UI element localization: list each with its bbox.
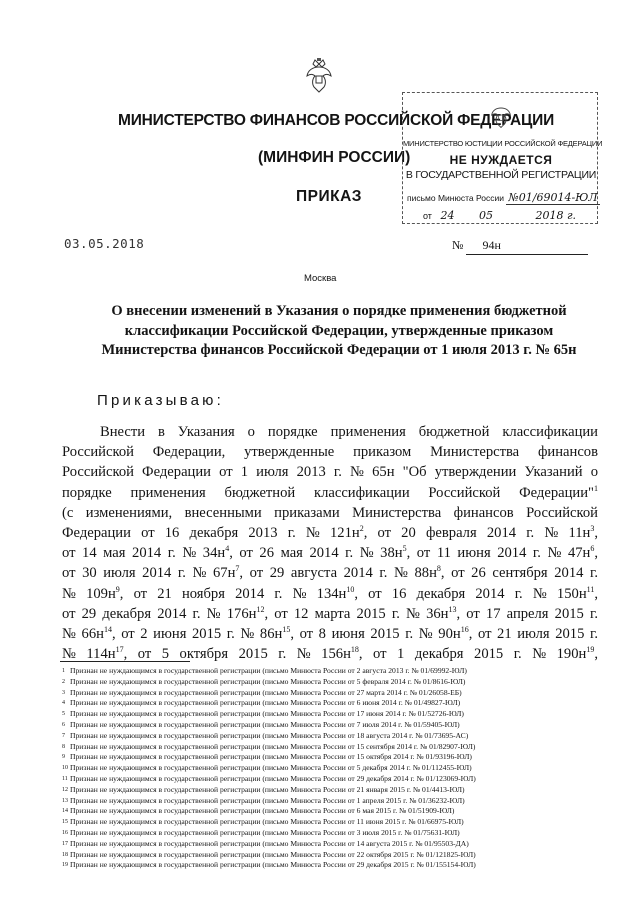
footnote-number: 9 bbox=[62, 754, 65, 761]
footnote-text: Признан не нуждающимся в государственной регистрации (письмо Минюста России от 11 июня 2015 г. № 01/66975-ЮЛ) bbox=[70, 817, 464, 827]
footnote-ref: 19 bbox=[586, 645, 595, 655]
footnote-ref: 15 bbox=[282, 625, 291, 635]
stamp-date-year: 2018 г. bbox=[535, 209, 577, 222]
footnote-ref: 17 bbox=[115, 645, 124, 655]
footnote-text: Признан не нуждающимся в государственной регистрации (письмо Минюста России от 3 июля 2015 г. № 01/75631-ЮЛ) bbox=[70, 828, 460, 837]
footnote-number: 3 bbox=[62, 689, 65, 696]
footnote-number: 8 bbox=[62, 743, 65, 750]
footnote-item bbox=[62, 828, 602, 838]
footnote-text: Признан не нуждающимся в государственной регистрации (письмо Минюста России от 29 декабря 2015 г. № 01/155154-ЮЛ) bbox=[70, 860, 476, 870]
footnote-number: 15 bbox=[62, 819, 68, 826]
footnote-ref: 13 bbox=[448, 604, 457, 614]
body-line bbox=[62, 563, 598, 583]
body-line bbox=[62, 604, 598, 624]
footnote-ref: 12 bbox=[256, 604, 265, 614]
stamp-registration-line: В ГОСУДАРСТВЕННОЙ РЕГИСТРАЦИИ bbox=[405, 169, 597, 181]
coat-of-arms-emblem-icon bbox=[304, 58, 334, 94]
footnote-text: Признан не нуждающимся в государственной регистрации (письмо Минюста России от 5 декабря 2014 г. № 01/112455-ЮЛ) bbox=[70, 763, 472, 773]
footnote-number: 2 bbox=[62, 678, 65, 685]
footnote-text: Признан не нуждающимся в государственной регистрации (письмо Минюста России от 2 августа 2013 г. № 01/69992-ЮЛ) bbox=[70, 666, 467, 675]
body-line bbox=[62, 483, 598, 503]
footnote-item bbox=[62, 806, 602, 816]
footnote-ref: 4 bbox=[225, 544, 230, 554]
footnote-item bbox=[62, 752, 602, 762]
footnote-item bbox=[62, 677, 602, 687]
stamp-date-month: 05 bbox=[478, 209, 493, 222]
footnote-text: Признан не нуждающимся в государственной регистрации (письмо Минюста России от 6 мая 2015 г. № 01/51909-ЮЛ) bbox=[70, 806, 455, 816]
document-type: ПРИКАЗ bbox=[296, 188, 362, 205]
stamp-date-day: 24 bbox=[440, 209, 455, 222]
footnote-text: Признан не нуждающимся в государственной регистрации (письмо Минюста России от 29 декабря 2014 г. № 01/123069-ЮЛ) bbox=[70, 774, 476, 783]
footnote-item bbox=[62, 666, 602, 676]
order-date: 03.05.2018 bbox=[64, 236, 145, 251]
body-line bbox=[100, 422, 598, 442]
stamp-letter-line bbox=[407, 191, 603, 204]
footnote-number: 13 bbox=[62, 797, 68, 804]
order-number bbox=[452, 238, 501, 253]
ministry-name: МИНИСТЕРСТВО ФИНАНСОВ РОССИЙСКОЙ ФЕДЕРАЦИИ bbox=[118, 112, 555, 129]
body-line-text: от 29 декабря 2014 г. № $176н^{12}$, от 12 марта 2015 г. № $36н^{13}$, от 17 апреля 2015 г. bbox=[62, 604, 598, 622]
footnote-number: 14 bbox=[62, 808, 68, 815]
body-line-text: от 14 мая 2014 г. № $34н^4$, от 26 мая 2014 г. № $38н^5$, от 11 июня 2014 г. № $47н^6$, bbox=[62, 544, 599, 562]
footnote-ref: 9 bbox=[115, 584, 120, 594]
body-line bbox=[62, 584, 598, 604]
footnote-separator bbox=[60, 661, 190, 662]
body-line-text: Российской Федерации от 1 июля 2013 г. № 65н "Об утверждении Указаний о bbox=[62, 464, 598, 481]
number-sign: № bbox=[452, 238, 464, 252]
stamp-ministry-line: МИНИСТЕРСТВО ЮСТИЦИИ РОССИЙСКОЙ ФЕДЕРАЦИИ bbox=[403, 139, 603, 148]
stamp-date-label: от bbox=[423, 211, 432, 221]
footnote-ref: 10 bbox=[346, 584, 355, 594]
footnote-number: 18 bbox=[62, 851, 68, 858]
footnote-ref: 6 bbox=[590, 544, 595, 554]
footnote-item bbox=[62, 763, 602, 773]
footnote-item bbox=[62, 731, 602, 741]
footnote-text: Признан не нуждающимся в государственной регистрации (письмо Минюста России от 15 сентября 2014 г. № 01/82907-ЮЛ) bbox=[70, 741, 476, 751]
registration-stamp bbox=[402, 92, 603, 224]
footnote-number: 12 bbox=[62, 786, 68, 793]
footnote-item bbox=[62, 860, 602, 870]
stamp-emblem-icon bbox=[489, 101, 513, 129]
footnote-text: Признан не нуждающимся в государственной регистрации (письмо Минюста России от 18 августа 2014 г. № 01/73695-АС) bbox=[70, 730, 469, 740]
body-line-text: (с изменениями, внесенными приказами Министерства финансов Российской bbox=[62, 504, 598, 521]
footnote-ref: 14 bbox=[103, 625, 112, 635]
footnote-text: Признан не нуждающимся в государственной регистрации (письмо Минюста России от 15 октября 2014 г. № 01/93196-ЮЛ) bbox=[70, 752, 472, 762]
body-line-text: Федерации от 16 декабря 2013 г. № $121н^2$, от 20 февраля 2014 г. № $11н^3$, bbox=[62, 524, 598, 541]
footnote-ref: 18 bbox=[350, 645, 359, 655]
footnote-item bbox=[62, 850, 602, 860]
footnote-ref: 11 bbox=[586, 584, 595, 594]
footnote-text: Признан не нуждающимся в государственной регистрации (письмо Минюста России от 17 июня 2014 г. № 01/52726-ЮЛ) bbox=[70, 709, 464, 719]
body-line bbox=[62, 503, 598, 523]
footnote-ref: 1 bbox=[594, 483, 598, 493]
footnote-item bbox=[62, 742, 602, 752]
footnote-item bbox=[62, 688, 602, 698]
document-title: О внесении изменений в Указания о порядке применения бюджетной классификации Российской Федерации, утвержденные приказом Министерства финансов Российской Федерации от 1 июля 2013 г. № 65н bbox=[101, 303, 577, 358]
footnote-number: 16 bbox=[62, 830, 68, 836]
footnote-text: Признан не нуждающимся в государственной регистрации (письмо Минюста России от 14 августа 2015 г. № 01/95503-ДА) bbox=[70, 838, 469, 848]
footnote-item bbox=[62, 785, 602, 795]
footnote-text: Признан не нуждающимся в государственной регистрации (письмо Минюста России от 5 февраля 2014 г. № 01/8616-ЮЛ) bbox=[70, 676, 466, 686]
footnote-text: Признан не нуждающимся в государственной регистрации (письмо Минюста России от 6 июня 2014 г. № 01/49827-ЮЛ) bbox=[70, 698, 461, 708]
footnote-item bbox=[62, 720, 602, 730]
body-line-text: № $66н^{14}$, от 2 июня 2015 г. № $86н^{15}$, от 8 июня 2015 г. № $90н^{16}$, от 21 июля 2015 г. bbox=[62, 625, 598, 642]
stamp-letter-label: письмо Минюста России bbox=[407, 193, 505, 203]
footnote-text: Признан не нуждающимся в государственной регистрации (письмо Минюста России от 22 октября 2015 г. № 01/121825-ЮЛ) bbox=[70, 849, 476, 859]
body-line bbox=[62, 442, 598, 462]
footnote-text: Признан не нуждающимся в государственной регистрации (письмо Минюста России от 1 апреля 2015 г. № 01/36232-ЮЛ) bbox=[70, 795, 465, 805]
number-value: 94н bbox=[482, 238, 501, 252]
footnote-number: 1 bbox=[62, 668, 65, 674]
footnote-ref: 8 bbox=[436, 564, 441, 574]
body-line-text: Внести в Указания о порядке применения бюджетной классификации bbox=[100, 424, 598, 440]
body-line bbox=[62, 543, 598, 563]
footnote-ref: 2 bbox=[359, 524, 364, 534]
footnote-ref: 16 bbox=[460, 625, 469, 635]
footnote-item bbox=[62, 796, 602, 806]
footnote-number: 17 bbox=[62, 840, 68, 847]
body-line-text: Российской Федерации, утвержденные приказом Министерства финансов bbox=[62, 444, 598, 461]
body-line bbox=[62, 624, 598, 644]
footnote-number: 19 bbox=[62, 862, 68, 869]
footnote-number: 11 bbox=[62, 776, 68, 782]
body-line-text: от 30 июля 2014 г. № $67н^7$, от 29 августа 2014 г. № $88н^8$, от 26 сентября 2014 г. bbox=[62, 564, 598, 582]
ministry-short-name: (МИНФИН РОССИИ) bbox=[258, 149, 411, 166]
footnote-ref: 3 bbox=[590, 524, 595, 534]
footnote-item bbox=[62, 774, 602, 784]
body-line-text: № $109н^9$, от 21 ноября 2014 г. № $134н^{10}$, от 16 декабря 2014 г. № $150н^{11}$, bbox=[62, 584, 598, 602]
footnote-ref: 7 bbox=[235, 564, 240, 574]
stamp-status-line: НЕ НУЖДАЕТСЯ bbox=[449, 153, 553, 167]
footnote-number: 10 bbox=[62, 765, 68, 772]
number-underline bbox=[466, 254, 588, 255]
order-directive: Приказываю: bbox=[97, 392, 224, 409]
footnote-number: 6 bbox=[62, 722, 65, 728]
footnote-item bbox=[62, 709, 602, 719]
footnote-item bbox=[62, 698, 602, 708]
stamp-letter-number: №01/69014-ЮЛ bbox=[508, 191, 598, 204]
body-line-text: порядке применения бюджетной классификации Российской Федерации"$^1$ bbox=[62, 483, 598, 501]
body-line bbox=[62, 523, 598, 543]
footnote-item bbox=[62, 817, 602, 827]
footnote-item bbox=[62, 839, 602, 849]
stamp-date-line bbox=[423, 209, 619, 222]
footnote-text: Признан не нуждающимся в государственной регистрации (письмо Минюста России от 7 июля 2014 г. № 01/59405-ЮЛ) bbox=[70, 720, 460, 729]
footnote-text: Признан не нуждающимся в государственной регистрации (письмо Минюста России от 21 января 2015 г. № 01/4413-ЮЛ) bbox=[70, 784, 465, 794]
footnote-ref: 5 bbox=[402, 544, 407, 554]
footnote-number: 7 bbox=[62, 732, 65, 739]
body-line-text: № $114н^{17}$, от 5 октября 2015 г. № $156н^{18}$, от 1 декабря 2015 г. № $190н^{19}$, bbox=[62, 645, 598, 663]
city: Москва bbox=[304, 273, 337, 284]
footnote-number: 4 bbox=[62, 700, 65, 707]
body-line bbox=[62, 462, 598, 482]
footnote-text: Признан не нуждающимся в государственной регистрации (письмо Минюста России от 27 марта 2014 г. № 01/26058-ЕБ) bbox=[70, 687, 462, 697]
footnote-number: 5 bbox=[62, 711, 65, 718]
